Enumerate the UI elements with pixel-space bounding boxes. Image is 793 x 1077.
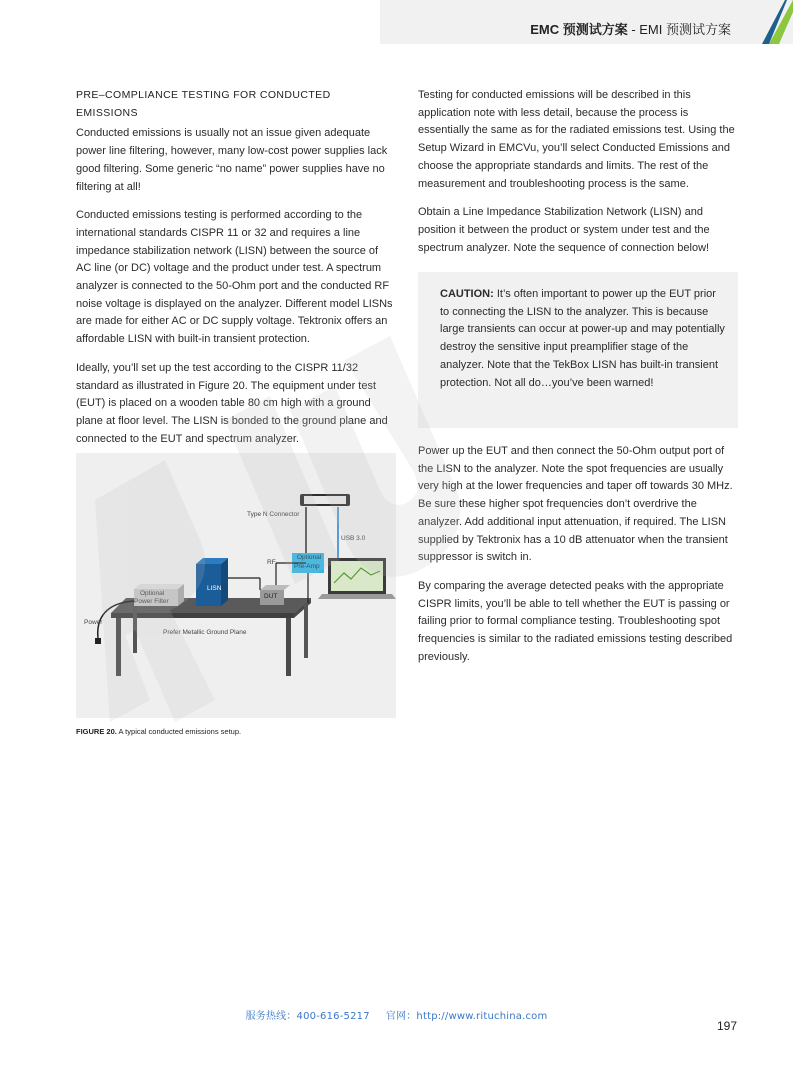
- caution-label: CAUTION:: [440, 288, 494, 300]
- label-preamp-2: Pre-Amp: [294, 563, 320, 570]
- paragraph: By comparing the average detected peaks with the appropriate CISPR limits, you’ll be able to tell whether the EUT is passing or failing prior to formal compliance testing. Troubleshooting spot frequencies is similar to the radiated emissions testing described previously.: [418, 579, 733, 663]
- label-ground-plane: Prefer Metallic Ground Plane: [163, 629, 247, 636]
- caption-text: A typical conducted emissions setup.: [116, 727, 242, 736]
- dut-top: [260, 585, 290, 590]
- paragraph: Conducted emissions is usually not an issue given adequate power line filtering, however, many low-cost power supplies lack good filtering. Some generic “no name” power supplies have no filtering at all!: [76, 127, 388, 193]
- table-leg: [116, 618, 121, 676]
- caption-label: FIGURE 20.: [76, 727, 117, 736]
- paragraph: Conducted emissions testing is performed according to the international standards CISPR 11 or 32 and requires a line impedance stabilization network (LISN) between the source of AC line (or DC) voltage and the product under test. A spectrum analyzer is connected to the 50-Ohm port and the conducted RF noise voltage is displayed on the analyzer. Different model LISNs are made for either AC or DC supply voltage. Tektronix offers an affordable LISN with built-in transient protection.: [76, 209, 393, 346]
- page-number: 197: [716, 1019, 737, 1033]
- table-leg: [133, 603, 137, 653]
- table-leg: [286, 618, 291, 676]
- label-preamp-1: Optional: [297, 554, 322, 561]
- section-heading: PRE–COMPLIANCE TESTING FOR CONDUCTED EMISSIONS: [76, 89, 331, 119]
- header-subtitle: EMI 预测试方案: [639, 22, 731, 37]
- table-leg: [304, 603, 308, 658]
- figure-caption: [76, 727, 241, 736]
- lisn-side: [221, 558, 228, 606]
- analyzer-face: [304, 496, 346, 504]
- caution-text: [440, 286, 725, 392]
- setup-illustration: [76, 453, 396, 718]
- power-plug: [95, 638, 101, 644]
- paragraph: Ideally, you’ll set up the test according to the CISPR 11/32 standard as illustrated in Figure 20. The equipment under test (EUT) is placed on a wooden table 80 cm high with a ground plane at floor level. The LISN is bonded to the ground plane and connected to the EUT and spectrum analyzer.: [76, 361, 388, 445]
- right-column-top: [418, 87, 738, 268]
- power-filter-top: [134, 584, 184, 589]
- label-rf: RF: [267, 559, 276, 566]
- paragraph: Power up the EUT and then connect the 50-Ohm output port of the LISN to the analyzer. Note the spot frequencies are usually very high at the lower frequencies and taper off towards 30 MHz. Be sure these higher spot frequencies don’t overdrive the analyzer. Add additional input attenuation, if required. The LISN supplied by Tektronix has a 10 dB attenuator when the transient suppressor is switch in.: [418, 445, 733, 564]
- label-filter-2: Power Filter: [134, 598, 169, 605]
- header-accent-slash: [733, 0, 793, 44]
- laptop-screen: [331, 561, 383, 591]
- figure-conducted-setup: [76, 453, 396, 718]
- paragraph: Testing for conducted emissions will be described in this application note with less detail, because the process is essentially the same as for the radiated emissions test. Using the Setup Wizard in EMCVu, you’ll select Conducted Emissions and choose the appropriate standards and limits. The rest of the measurement and troubleshooting process is the same.: [418, 89, 735, 190]
- laptop-base: [318, 594, 396, 599]
- label-dut: DUT: [264, 593, 278, 600]
- label-type-n: Type N Connector: [247, 511, 300, 518]
- paragraph: Obtain a Line Impedance Stabilization Network (LISN) and position it between the product or system under test and the spectrum analyzer. Note the sequence of connection below!: [418, 206, 710, 254]
- footer-contact: [0, 1007, 793, 1022]
- footer-website[interactable]: 官网：http://www.rituchina.com: [385, 1011, 548, 1022]
- label-lisn: LISN: [207, 585, 222, 592]
- label-usb: USB 3.0: [341, 535, 366, 542]
- caution-body: It’s often important to power up the EUT prior to connecting the LISN to the analyzer. This is because large transients can occur at power-up and may potentially destroy the sensitive input preamplifier stage of the analyzer. Note that the TekBox LISN has built-in transient protection. Not all do…you’ve been warned!: [440, 288, 725, 389]
- header-title: [530, 19, 731, 38]
- table-edge: [111, 613, 294, 618]
- label-power: Power: [84, 619, 103, 626]
- header-separator: -: [627, 22, 640, 37]
- label-filter-1: Optional: [140, 590, 165, 597]
- header-brand: EMC 预测试方案: [530, 22, 628, 37]
- footer-hotline: 服务热线：400-616-5217: [245, 1011, 370, 1022]
- caution-box: [418, 272, 738, 428]
- right-column-bottom: [418, 443, 738, 677]
- left-column: [76, 87, 394, 459]
